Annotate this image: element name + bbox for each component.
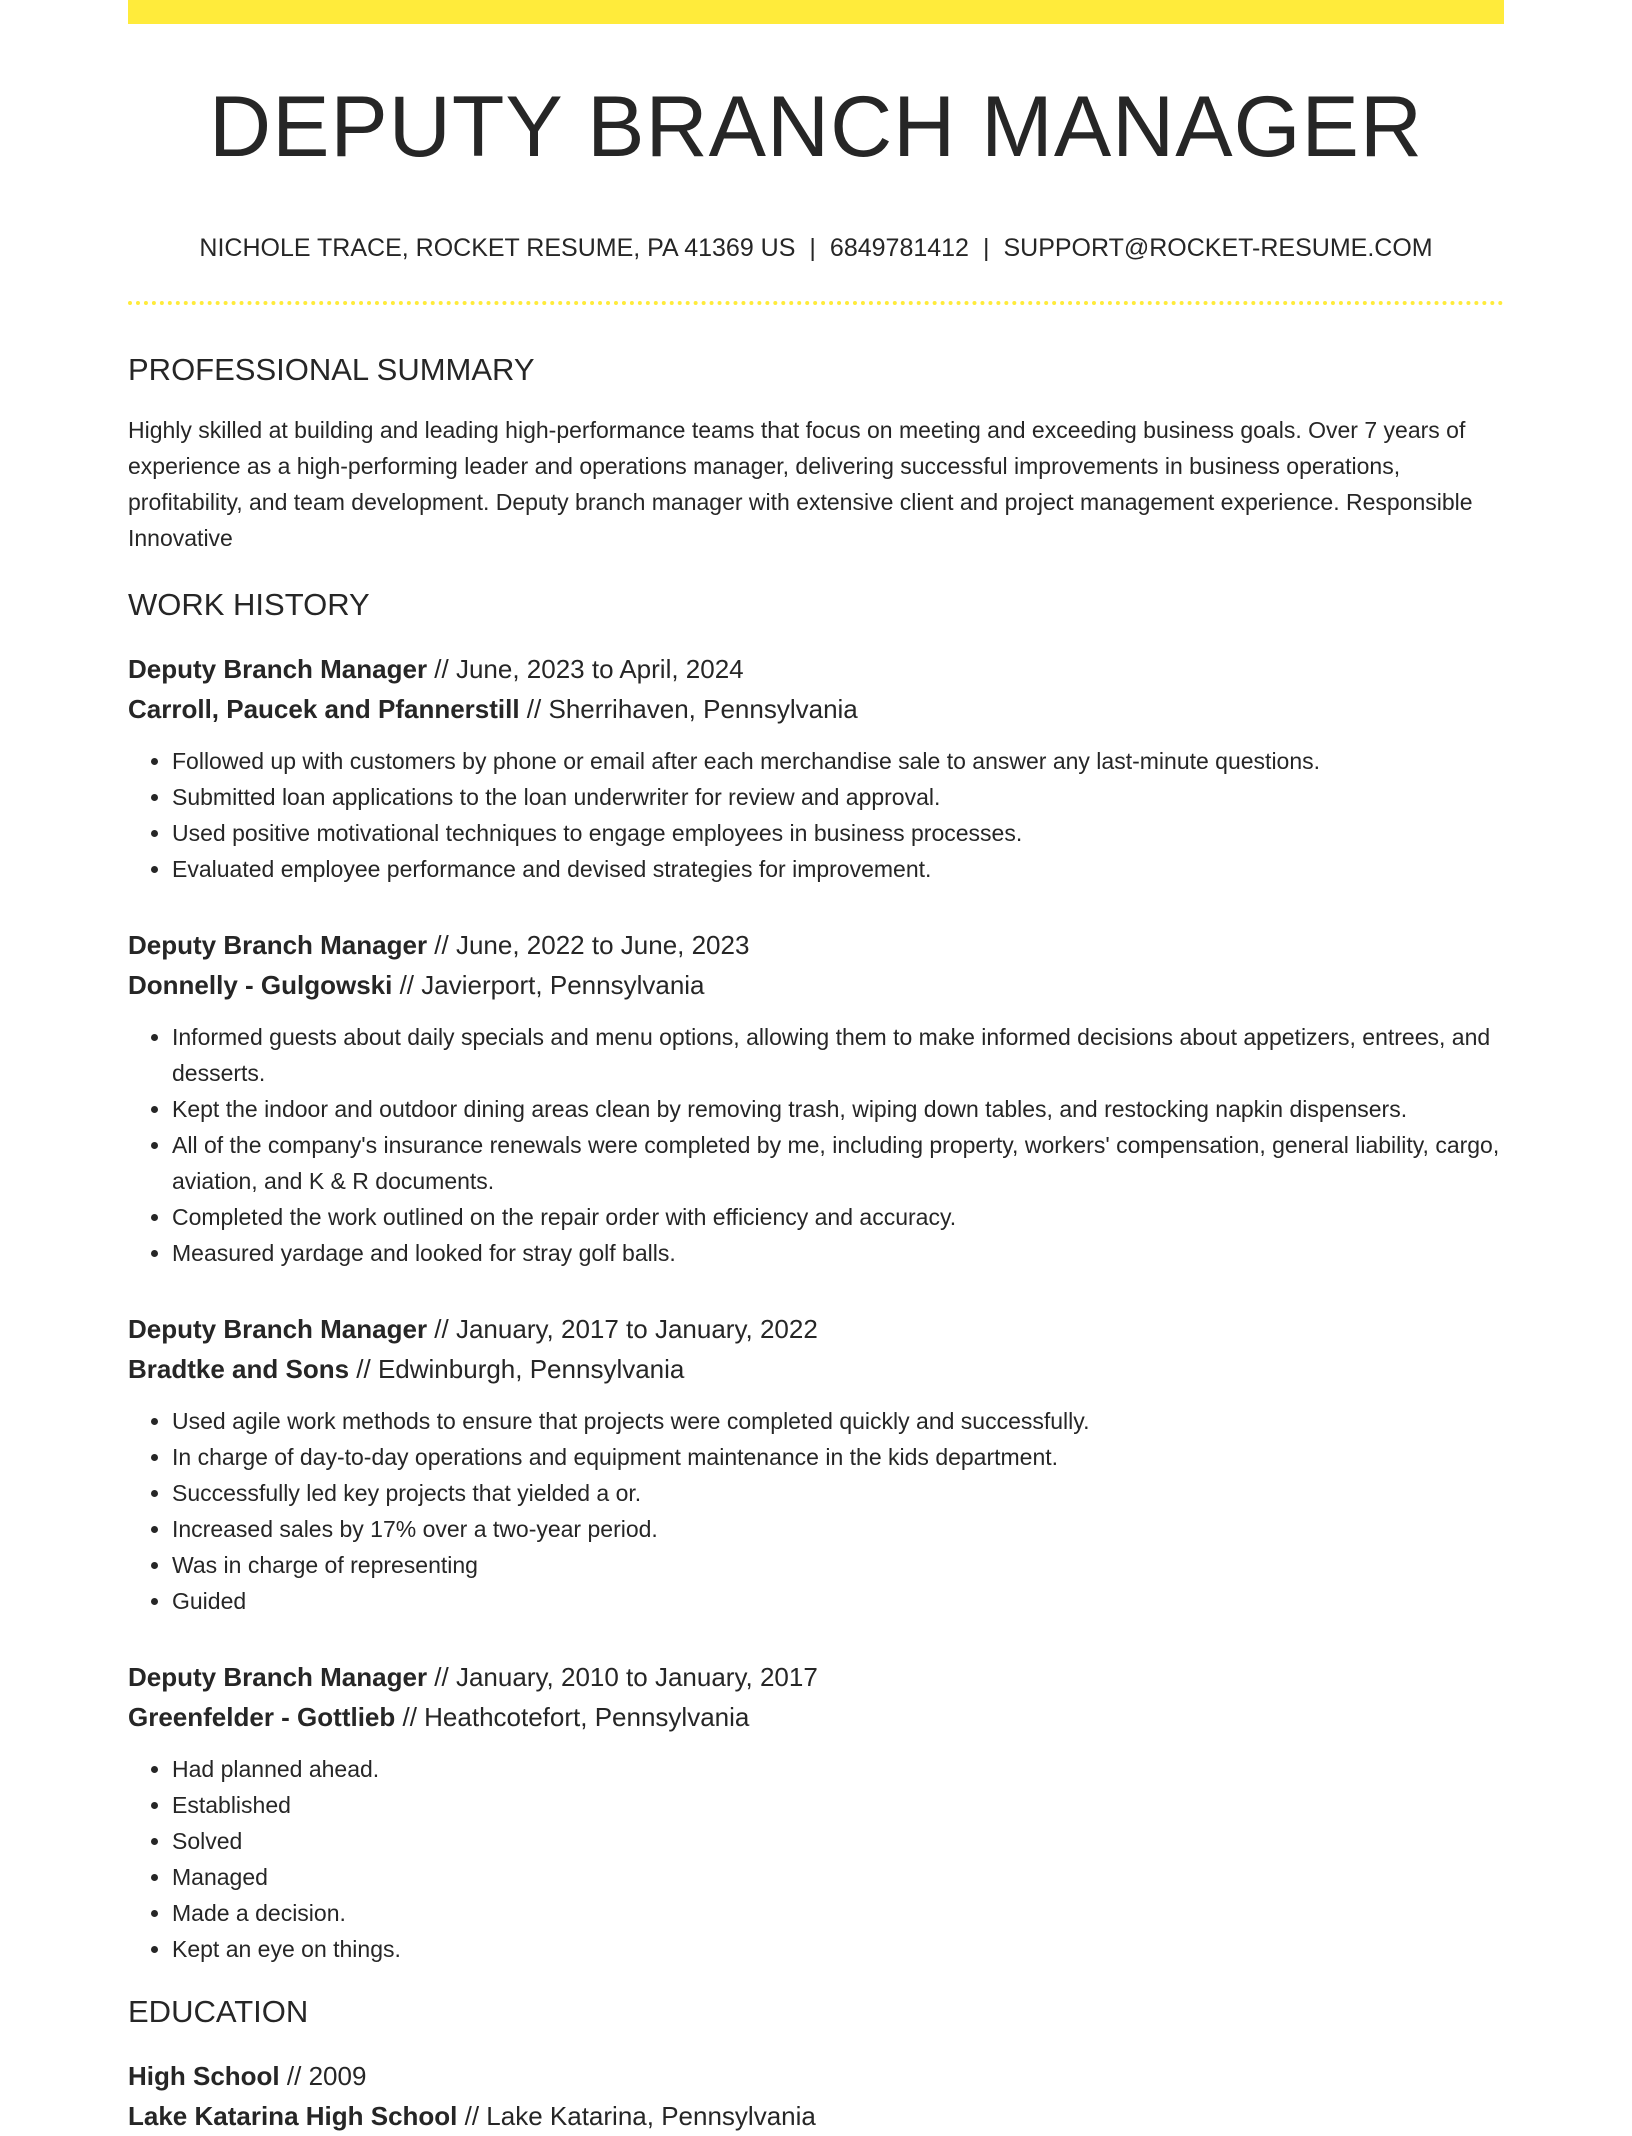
job-location: // Javierport, Pennsylvania (392, 969, 705, 1000)
education-entry (128, 2056, 1504, 2136)
job-entry (128, 1657, 1504, 1967)
summary-heading: PROFESSIONAL SUMMARY (128, 351, 535, 387)
job-location: // Edwinburgh, Pennsylvania (349, 1353, 685, 1384)
job-company: Greenfelder - Gottlieb (128, 1701, 396, 1732)
education-year: // 2009 (279, 2061, 367, 2092)
job-bullet: • Increased sales by 17% over a two-year period. (172, 1511, 1504, 1547)
job-entry (128, 925, 1504, 1271)
job-bullets (128, 1019, 1504, 1271)
education-location: // Lake Katarina, Pennsylvania (457, 2101, 816, 2132)
resume-page (128, 0, 1504, 2136)
job-bullet: • Successfully led key projects that yielded a or. (172, 1475, 1504, 1511)
job-bullet: • Evaluated employee performance and devised strategies for improvement. (172, 851, 1504, 887)
contact-line (128, 233, 1504, 263)
work-history-heading: WORK HISTORY (128, 586, 370, 622)
job-role-line (128, 1309, 1504, 1349)
job-role: Deputy Branch Manager (128, 653, 428, 684)
education-degree: High School (128, 2061, 280, 2092)
job-company: Donnelly - Gulgowski (128, 969, 393, 1000)
job-bullet: • Was in charge of representing (172, 1547, 1504, 1583)
job-bullet: • Completed the work outlined on the repair order with efficiency and accuracy. (172, 1199, 1504, 1235)
job-bullet: • Used agile work methods to ensure that projects were completed quickly and successfully. (172, 1403, 1504, 1439)
job-dates: // June, 2023 to April, 2024 (427, 653, 744, 684)
job-company-line (128, 1697, 1504, 1737)
job-bullet: • Measured yardage and looked for stray golf balls. (172, 1235, 1504, 1271)
job-bullet: • Kept an eye on things. (172, 1931, 1504, 1967)
job-role: Deputy Branch Manager (128, 1313, 428, 1344)
job-entry (128, 649, 1504, 887)
contact-separator: | (982, 233, 990, 262)
education-school-line (128, 2096, 1504, 2136)
resume-title: DEPUTY BRANCH MANAGER (208, 79, 1424, 175)
job-bullet: • Informed guests about daily specials and menu options, allowing them to make informed decisions about appetizers, entrees, and desserts. (172, 1019, 1504, 1091)
job-dates: // January, 2010 to January, 2017 (427, 1661, 818, 1692)
job-dates: // January, 2017 to January, 2022 (427, 1313, 818, 1344)
education-heading: EDUCATION (128, 1993, 309, 2029)
accent-bar (128, 0, 1504, 24)
job-company-line (128, 689, 1504, 729)
job-company: Bradtke and Sons (128, 1353, 350, 1384)
contact-email: SUPPORT@ROCKET-RESUME.COM (1003, 233, 1433, 262)
education-school: Lake Katarina High School (128, 2101, 458, 2132)
job-entry (128, 1309, 1504, 1619)
contact-separator: | (809, 233, 816, 262)
job-bullet: • Had planned ahead. (172, 1751, 1504, 1787)
job-bullet: • Kept the indoor and outdoor dining areas clean by removing trash, wiping down tables, and restocking napkin dispensers. (172, 1091, 1504, 1127)
job-bullet: • Used positive motivational techniques to engage employees in business processes. (172, 815, 1504, 851)
dotted-divider (128, 301, 1504, 305)
job-bullet: • Guided (172, 1583, 1504, 1619)
summary-text: Highly skilled at building and leading high-performance teams that focus on meeting and exceeding business goals. Over 7 years of experience as a high-performing leader and operations manager, delivering successful improvements in business operations, profitability, and team development. Deputy branch manager with extensive client and project management experience. Responsible Innovative (128, 416, 1473, 551)
job-bullet: • Submitted loan applications to the loan underwriter for review and approval. (172, 779, 1504, 815)
job-bullet: • All of the company's insurance renewals were completed by me, including property, workers' compensation, general liability, cargo, aviation, and K & R documents. (172, 1127, 1504, 1199)
job-company-line (128, 1349, 1504, 1389)
job-company-line (128, 965, 1504, 1005)
job-bullets (128, 1403, 1504, 1619)
job-role: Deputy Branch Manager (128, 1661, 428, 1692)
job-role-line (128, 1657, 1504, 1697)
job-bullet: • Made a decision. (172, 1895, 1504, 1931)
job-bullets (128, 743, 1504, 887)
job-role: Deputy Branch Manager (128, 929, 428, 960)
job-location: // Sherrihaven, Pennsylvania (519, 693, 858, 724)
job-bullet: • In charge of day-to-day operations and equipment maintenance in the kids department. (172, 1439, 1504, 1475)
job-role-line (128, 925, 1504, 965)
job-company: Carroll, Paucek and Pfannerstill (128, 693, 520, 724)
contact-address: NICHOLE TRACE, ROCKET RESUME, PA 41369 US (199, 233, 796, 262)
job-bullet: • Managed (172, 1859, 1504, 1895)
job-bullet: • Followed up with customers by phone or email after each merchandise sale to answer any last-minute questions. (172, 743, 1504, 779)
contact-phone: 6849781412 (829, 233, 969, 262)
job-bullet: • Solved (172, 1823, 1504, 1859)
job-dates: // June, 2022 to June, 2023 (427, 929, 750, 960)
job-role-line (128, 649, 1504, 689)
job-location: // Heathcotefort, Pennsylvania (395, 1701, 750, 1732)
education-degree-line (128, 2056, 1504, 2096)
job-bullet: • Established (172, 1787, 1504, 1823)
job-bullets (128, 1751, 1504, 1967)
